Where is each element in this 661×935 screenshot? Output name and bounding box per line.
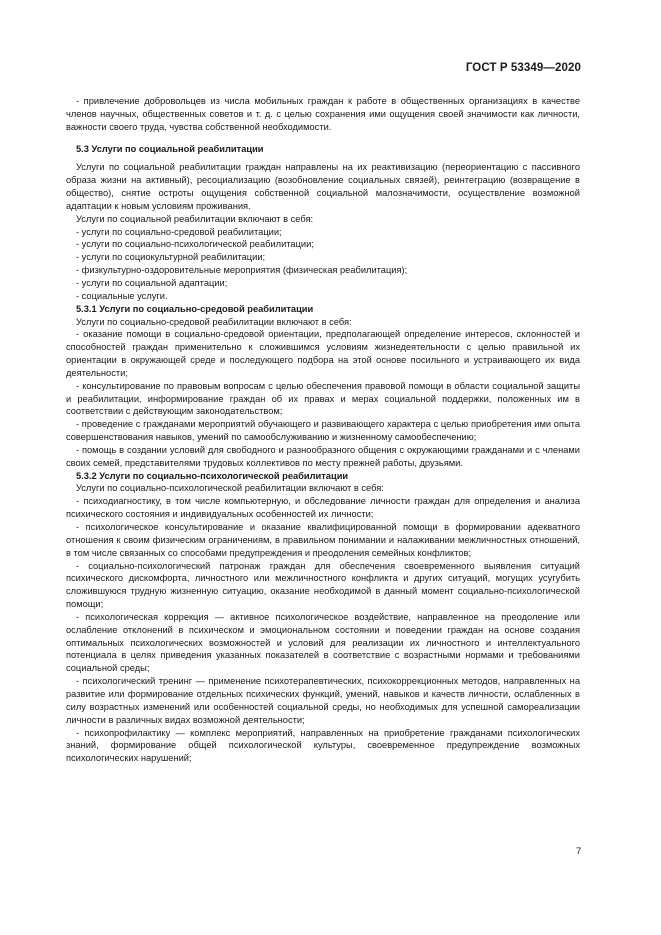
list-item: - услуги по социально-психологической реабилитации;	[76, 239, 314, 250]
paragraph: - психологическая коррекция — активное психологическое воздействие, направленное на преодоление или ослабление отклонений в психическом и эмоциональном состоянии и поведении граждан на основе создания оптимальных психологических возможностей и условий для реализации их личностного и интеллектуального потенциала в целях приведения указанных показателей в соответствие с возрастными нормами и требованиями социальной среды;	[66, 611, 580, 674]
section-heading-5-3: 5.3 Услуги по социальной реабилитации	[76, 143, 264, 154]
paragraph: - психопрофилактику — комплекс мероприятий, направленных на приобретение гражданами психологических знаний, формирование общей психологической культуры, своевременное предупреждение возможных психологических нарушений;	[66, 727, 580, 764]
paragraph: Услуги по социальной реабилитации включают в себя:	[76, 213, 314, 224]
services-list	[66, 226, 580, 303]
document-body	[66, 95, 580, 765]
list-item: - социальные услуги.	[76, 290, 168, 301]
list-item: - услуги по социокультурной реабилитации;	[76, 252, 266, 263]
paragraph: Услуги по социальной реабилитации граждан направлены на их реактивизацию (переориентацию с пассивного образа жизни на активный), ресоциализацию (возобновление социальных связей), реинтеграцию (возвращение в общество), снятие остроты ощущения собственной социальной малозначимости, осуществление возможной адаптации к новым условиям проживания.	[66, 162, 580, 211]
paragraph: - психологический тренинг — применение психотерапевтических, психокоррекционных методов, направленных на развитие или формирование отдельных психических функций, умений, навыков и качеств личности, ослабленных в силу возрастных изменений или особенностей социальной среды, но необходимых для успешной самореализации личности в различных видах возможной деятельности;	[66, 676, 580, 725]
paragraph: - проведение с гражданами мероприятий обучающего и развивающего характера с целью приобретения ими опыта совершенствования навыков, умений по самообслуживанию и жизненному самообеспечению;	[66, 419, 580, 443]
list-item: - физкультурно-оздоровительные мероприятия (физическая реабилитация);	[76, 265, 408, 276]
paragraph: - психологическое консультирование и оказание квалифицированной помощи в формировании адекватного отношения к своим физическим ограничениям, в правильном понимании и налаживании межличностных отношений, в том числе связанных со способами предупреждения и преодоления семейных конфликтов;	[66, 522, 580, 558]
paragraph: Услуги по социально-средовой реабилитации включают в себя:	[76, 316, 352, 327]
paragraph: - социально-психологический патронаж граждан для обеспечения своевременного выявления ситуаций психического дискомфорта, личностного или межличностного конфликта и других ситуаций, могущих усугубить сложившуюся трудную жизненную ситуацию, оказание необходимой в данный момент социально-психологической помощи;	[66, 560, 580, 610]
paragraph: - оказание помощи в социально-средовой ориентации, предполагающей определение интересов, склонностей и способностей граждан применительно к сложившимся условиям жизнедеятельности с целью правильной их ориентации в окружающей среде и последующего подбора на этой основе посильного и устраивающего их вида деятельности;	[66, 329, 580, 378]
paragraph: - помощь в создании условий для свободного и разнообразного общения с окружающими гражданами и с членами своих семей, представителями трудовых коллективов по месту прежней работы, друзьями.	[66, 444, 580, 468]
paragraph: - консультирование по правовым вопросам с целью обеспечения правовой помощи в области социальной защиты и реабилитации, информирование граждан об их правах и мерах социальной поддержки, положенных им в соответствии с действующим законодательством;	[66, 380, 580, 417]
document-standard-id: ГОСТ Р 53349—2020	[465, 62, 581, 74]
paragraph: - психодиагностику, в том числе компьютерную, и обследование личности граждан для определения и анализа психического состояния и индивидуальных особенностей их личности;	[66, 496, 580, 520]
list-item: - услуги по социальной адаптации;	[76, 277, 228, 288]
section-heading-5-3-2: 5.3.2 Услуги по социально-психологической реабилитации	[76, 470, 349, 481]
paragraph: - привлечение добровольцев из числа мобильных граждан к работе в общественных организациях в качестве членов научных, общественных советов и т. д. с целью сохранения ими ощущения своей значимости как личности, важности своего труда, чувства собственной необходимости.	[66, 96, 580, 132]
paragraph: Услуги по социально-психологической реабилитации включают в себя:	[76, 483, 384, 494]
page-number: 7	[576, 846, 582, 857]
list-item: - услуги по социально-средовой реабилитации;	[76, 226, 282, 237]
section-heading-5-3-1: 5.3.1 Услуги по социально-средовой реабилитации	[76, 303, 314, 314]
